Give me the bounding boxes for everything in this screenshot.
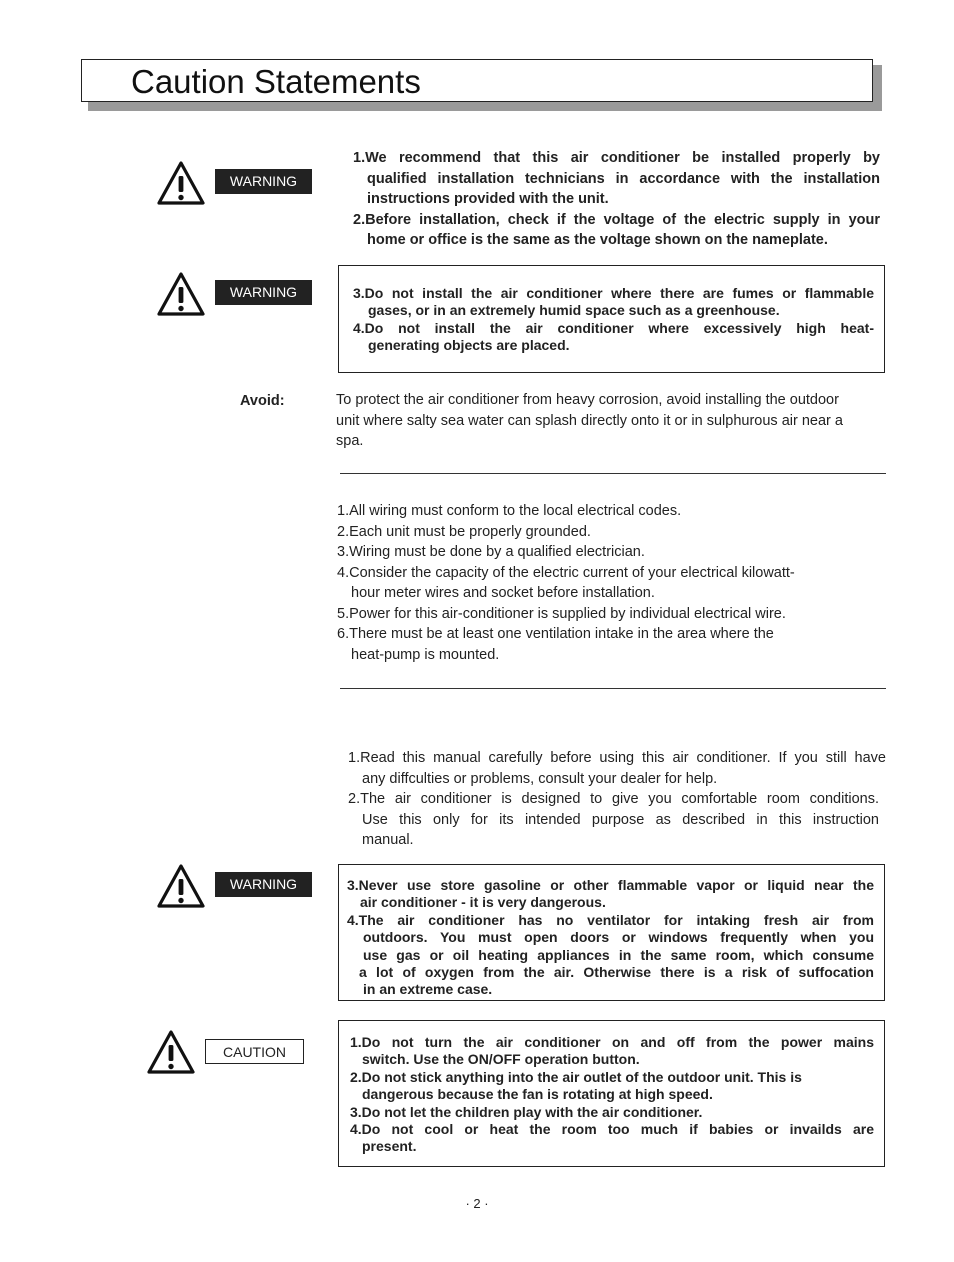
text-line: home or office is the same as the voltage shown on the nameplate. (367, 232, 828, 248)
text-line: air conditioner - it is very dangerous. (360, 894, 606, 911)
avoid-label: Avoid: (240, 393, 285, 409)
warning-triangle-icon (157, 160, 205, 205)
warning-badge: WARNING (215, 280, 312, 305)
warning-triangle-icon (157, 863, 205, 908)
text-line: instructions provided with the unit. (367, 191, 609, 207)
text-line: 2.The air conditioner is designed to give you comfortable room conditions. (348, 791, 879, 807)
text-line: 4.Do not install the air conditioner where excessively high heat- (353, 319, 874, 336)
text-line: 1.Read this manual carefully before using this air conditioner. If you still have (348, 750, 886, 766)
warning-box-location (338, 265, 885, 373)
text-line: 2.Each unit must be properly grounded. (337, 523, 591, 540)
text-line: qualified installation technicians in accordance with the installation (367, 170, 880, 187)
text-line: 3.Do not install the air conditioner where there are fumes or flammable (353, 285, 874, 301)
text-line: To protect the air conditioner from heavy corrosion, avoid installing the outdoor (336, 392, 839, 408)
warning-badge: WARNING (215, 872, 312, 897)
title-box (81, 59, 873, 102)
page-title: Caution Statements (131, 63, 421, 100)
text-line: unit where salty sea water can splash directly onto it or in sulphurous air near a (336, 412, 843, 429)
text-line: heat-pump is mounted. (351, 646, 500, 663)
avoid-text (336, 390, 886, 452)
text-line: dangerous because the fan is rotating at high speed. (362, 1086, 713, 1103)
text-line: switch. Use the ON/OFF operation button. (362, 1051, 640, 1068)
caution-triangle-icon (147, 1029, 195, 1074)
text-line: 6.There must be at least one ventilation intake in the area where the (337, 626, 774, 642)
text-line: 1.We recommend that this air conditioner be installed properly by (353, 150, 880, 166)
text-line: in an extreme case. (363, 981, 493, 998)
divider (340, 688, 886, 689)
text-line: spa. (336, 433, 364, 449)
text-line: 1.Do not turn the air conditioner on and off from the power mains (350, 1034, 874, 1050)
text-line: 2.Do not stick anything into the air outlet of the outdoor unit. This is (350, 1068, 802, 1085)
divider (340, 473, 886, 474)
text-line: 4.Do not cool or heat the room too much if babies or invailds are (350, 1121, 874, 1138)
section-install-warnings (353, 148, 880, 251)
text-line: 3.Do not let the children play with the air conditioner. (350, 1103, 703, 1120)
text-line: generating objects are placed. (368, 337, 570, 354)
text-line: Use this only for its intended purpose as described in this instruction (362, 811, 879, 828)
text-line: use gas or oil heating appliances in the same room, which consume (363, 946, 874, 963)
text-line: 5.Power for this air-conditioner is supplied by individual electrical wire. (337, 605, 786, 622)
usage-list (348, 748, 886, 851)
text-line: present. (362, 1138, 417, 1155)
text-line: gases, or in an extremely humid space such as a greenhouse. (368, 302, 780, 319)
text-line: 1.All wiring must conform to the local electrical codes. (337, 503, 682, 519)
caution-box (338, 1020, 885, 1167)
warning-box-ventilation (338, 864, 885, 1001)
text-line: 4.The air conditioner has no ventilator for intaking fresh air from (347, 911, 874, 928)
text-line: any diffculties or problems, consult your dealer for help. (362, 770, 718, 787)
text-line: 4.Consider the capacity of the electric current of your electrical kilowatt- (337, 564, 795, 581)
warning-badge: WARNING (215, 169, 312, 194)
text-line: 2.Before installation, check if the voltage of the electric supply in your (353, 211, 880, 228)
wiring-list (337, 501, 886, 665)
text-line: 3.Never use store gasoline or other flammable vapor or liquid near the (347, 877, 874, 893)
text-line: manual. (362, 832, 414, 848)
text-line: a lot of oxygen from the air. Otherwise there is a risk of suffocation (359, 964, 874, 981)
page-number: · 2 · (465, 1196, 489, 1211)
warning-triangle-icon (157, 271, 205, 316)
text-line: hour meter wires and socket before installation. (351, 585, 655, 601)
caution-badge: CAUTION (205, 1039, 304, 1064)
text-line: 3.Wiring must be done by a qualified electrician. (337, 544, 645, 560)
text-line: outdoors. You must open doors or windows frequently when you (363, 929, 874, 946)
